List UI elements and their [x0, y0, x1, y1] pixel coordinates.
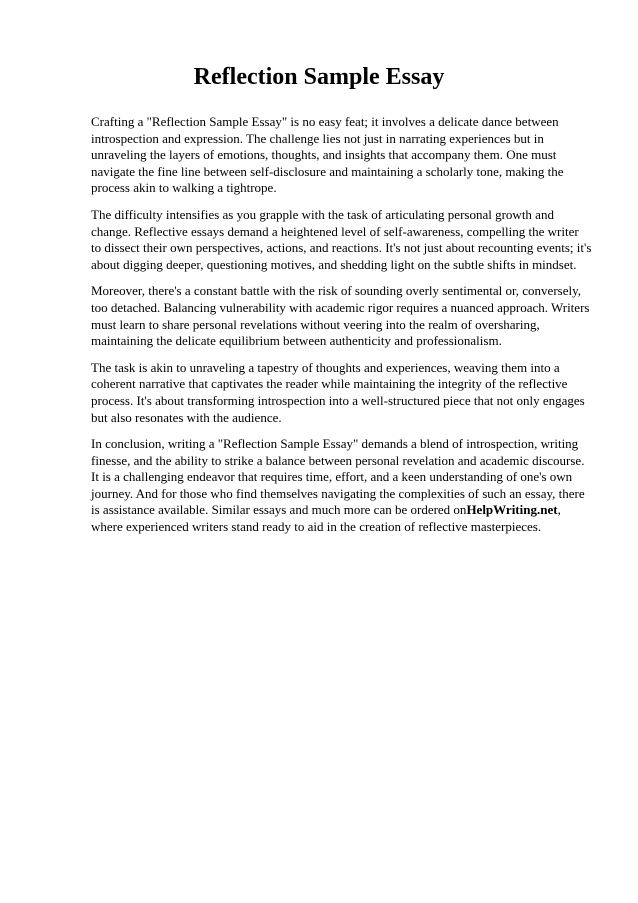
paragraph-1: Crafting a "Reflection Sample Essay" is no easy feat; it involves a delicate dance between introspection and expression. The challenge lies not just in narrating experiences but in unraveling the layers of emotions, thoughts, and insights that accompany them. One must navigate the fine line between self-disclosure and maintaining a scholarly tone, making the process akin to walking a tightrope. [91, 114, 564, 196]
conclusion-text: In conclusion, writing a "Reflection Sample Essay" demands a blend of introspection, writing finesse, and the ability to strike a balance between personal revelation and academic discourse. It is a challenging endeavor that requires time, effort, and a keen understanding of one's own journey. And for those who find themselves navigating the complexities of such an essay, there is assistance available. Similar essays and much more can be ordered on [91, 436, 585, 518]
document-title: Reflection Sample Essay [193, 64, 445, 90]
paragraph-3: Moreover, there's a constant battle with the risk of sounding overly sentimental or, conversely, too detached. Balancing vulnerability with academic rigor requires a nuanced approach. Writers must learn to share personal revelations without veering into the realm of oversharing, maintaining the delicate equilibrium between authenticity and professionalism. [91, 283, 590, 349]
helpwriting-link[interactable]: HelpWriting.net [466, 502, 558, 518]
paragraph-4: The task is akin to unraveling a tapestry of thoughts and experiences, weaving them into a coherent narrative that captivates the reader while maintaining the integrity of the reflective process. It's about transforming introspection into a well-structured piece that not only engages but also resonates with the audience. [91, 359, 585, 425]
paragraph-conclusion [91, 436, 592, 536]
conclusion-text-end: , where experienced writers stand ready to aid in the creation of reflective masterpieces. [91, 502, 561, 535]
paragraph-2: The difficulty intensifies as you grapple with the task of articulating personal growth and change. Reflective essays demand a heightened level of self-awareness, compelling the writer to dissect their own perspectives, actions, and reactions. It's not just about recounting events; it's about digging deeper, questioning motives, and shedding light on the subtle shifts in mindset. [91, 206, 592, 272]
